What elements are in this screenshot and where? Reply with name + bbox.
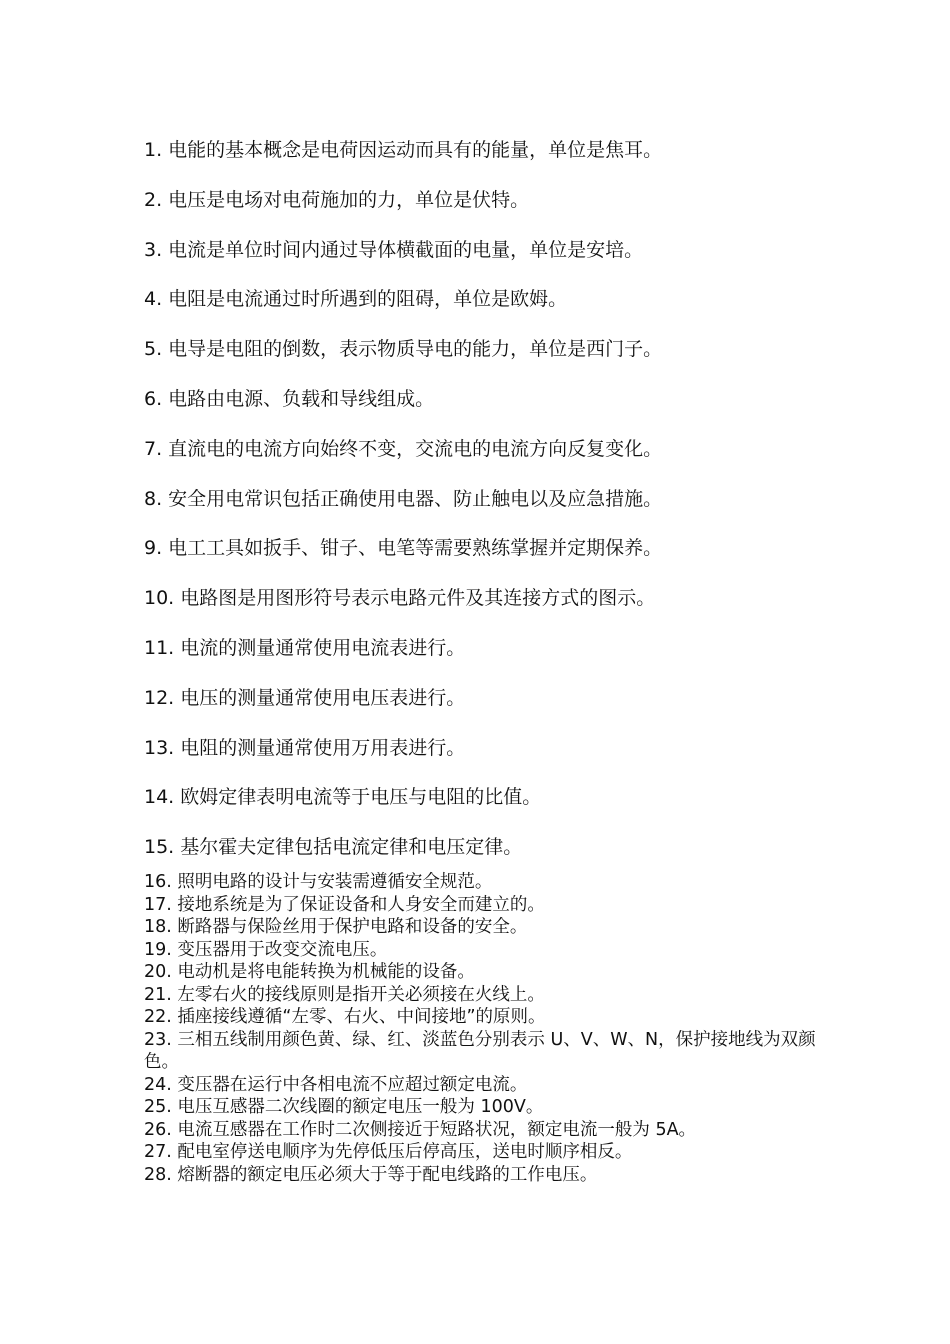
list-item: 27. 配电室停送电顺序为先停低压后停高压，送电时顺序相反。 — [144, 1142, 633, 1162]
list-item: 4. 电阻是电流通过时所遇到的阻碍，单位是欧姆。 — [144, 288, 568, 311]
list-item: 8. 安全用电常识包括正确使用电器、防止触电以及应急措施。 — [144, 487, 663, 510]
list-item: 23. 三相五线制用颜色黄、绿、红、淡蓝色分别表示 U、V、W、N，保护接地线为双颜色。 — [144, 1029, 816, 1072]
list-item: 17. 接地系统是为了保证设备和人身安全而建立的。 — [144, 894, 545, 915]
list-item: 19. 变压器用于改变交流电压。 — [144, 939, 388, 960]
list-item: 5. 电导是电阻的倒数，表示物质导电的能力，单位是西门子。 — [144, 338, 663, 361]
list-item: 22. 插座接线遵循“左零、右火、中间接地”的原则。 — [144, 1007, 546, 1027]
list-item: 1. 电能的基本概念是电荷因运动而具有的能量，单位是焦耳。 — [144, 139, 663, 161]
list-item: 18. 断路器与保险丝用于保护电路和设备的安全。 — [144, 917, 528, 937]
list-item: 7. 直流电的电流方向始终不变，交流电的电流方向反复变化。 — [144, 437, 663, 460]
list-item: 3. 电流是单位时间内通过导体横截面的电量，单位是安培。 — [144, 238, 644, 261]
list-item: 13. 电阻的测量通常使用万用表进行。 — [144, 736, 466, 759]
list-item: 2. 电压是电场对电荷施加的力，单位是伏特。 — [144, 188, 530, 211]
dense-item-list — [144, 871, 824, 1186]
list-item: 24. 变压器在运行中各相电流不应超过额定电流。 — [144, 1074, 528, 1095]
list-item: 28. 熔断器的额定电压必须大于等于配电线路的工作电压。 — [144, 1164, 598, 1185]
list-item: 25. 电压互感器二次线圈的额定电压一般为 100V。 — [144, 1097, 544, 1117]
list-item: 21. 左零右火的接线原则是指开关必须接在火线上。 — [144, 984, 545, 1005]
spaced-item-list — [144, 136, 824, 883]
list-item: 9. 电工工具如扳手、钳子、电笔等需要熟练掌握并定期保养。 — [144, 537, 663, 560]
list-item: 20. 电动机是将电能转换为机械能的设备。 — [144, 962, 475, 982]
list-item: 16. 照明电路的设计与安装需遵循安全规范。 — [144, 872, 493, 892]
list-item: 12. 电压的测量通常使用电压表进行。 — [144, 686, 466, 709]
list-item: 14. 欧姆定律表明电流等于电压与电阻的比值。 — [144, 786, 542, 809]
list-item: 26. 电流互感器在工作时二次侧接近于短路状况，额定电流一般为 5A。 — [144, 1119, 697, 1140]
list-item: 15. 基尔霍夫定律包括电流定律和电压定律。 — [144, 836, 523, 859]
list-item: 6. 电路由电源、负载和导线组成。 — [144, 387, 435, 410]
list-item: 10. 电路图是用图形符号表示电路元件及其连接方式的图示。 — [144, 587, 656, 610]
list-item: 11. 电流的测量通常使用电流表进行。 — [144, 636, 466, 659]
